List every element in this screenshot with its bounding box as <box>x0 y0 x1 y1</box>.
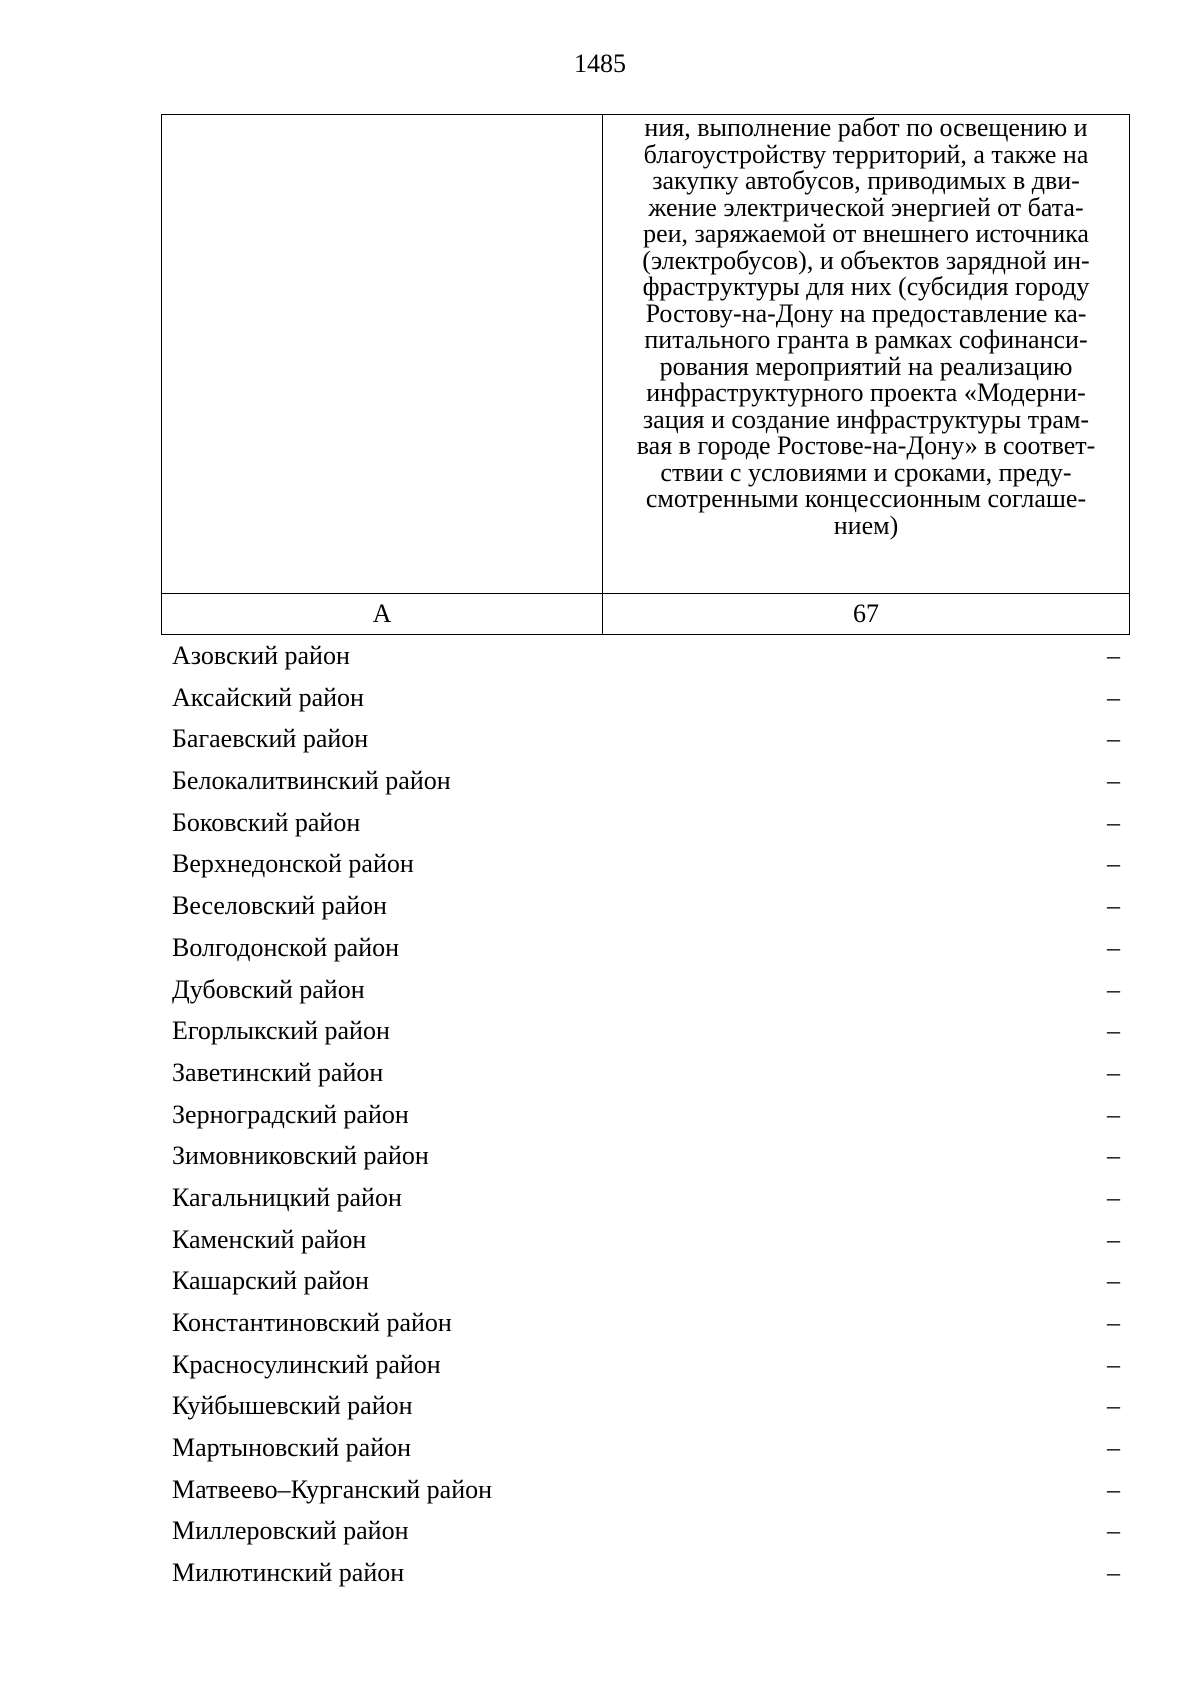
column-code-left: А <box>162 594 603 635</box>
district-name: Азовский район <box>172 641 350 670</box>
district-name: Заветинский район <box>172 1057 384 1087</box>
district-name: Зерноградский район <box>172 1099 409 1129</box>
list-item <box>172 1470 1120 1512</box>
district-name: Веселовский район <box>172 891 387 921</box>
district-name: Багаевский район <box>172 724 369 754</box>
description-line: питального гранта в рамках софинанси- <box>644 325 1088 354</box>
list-item <box>172 1261 1120 1303</box>
list-item <box>172 1428 1120 1470</box>
district-name: Зимовниковский район <box>172 1141 429 1171</box>
description-line: реи, заряжаемой от внешнего источника <box>643 219 1089 248</box>
description-line: вая в городе Ростове-на-Дону» в соответ- <box>636 431 1096 460</box>
district-value: – <box>1107 891 1120 921</box>
list-item <box>172 1178 1120 1220</box>
list-item <box>172 1095 1120 1137</box>
district-name: Белокалитвинский район <box>172 766 451 796</box>
district-value: – <box>1107 849 1120 879</box>
district-value: – <box>1107 641 1120 670</box>
description-line: зация и создание инфраструктуры трам- <box>642 404 1090 434</box>
table-cell-empty <box>162 115 603 594</box>
description-line: смотренными концессионным соглаше- <box>645 484 1087 513</box>
description-line: жение электрической энергией от бата- <box>648 192 1084 222</box>
district-name: Миллеровский район <box>172 1516 409 1546</box>
description-line: рования мероприятий на реализацию <box>659 351 1073 381</box>
district-name: Дубовский район <box>172 974 365 1004</box>
district-value: – <box>1107 1558 1120 1588</box>
description-line: (электробусов), и объектов зарядной ин- <box>642 245 1090 275</box>
district-value: – <box>1107 1433 1120 1463</box>
description-line: закупку автобусов, приводимых в дви- <box>652 166 1080 195</box>
list-item <box>172 1053 1120 1095</box>
description-line: инфраструктурного проекта «Модерни- <box>646 378 1086 407</box>
list-item <box>172 761 1120 803</box>
column-code-right: 67 <box>603 594 1130 635</box>
district-value: – <box>1107 1224 1120 1254</box>
district-value: – <box>1107 1308 1120 1337</box>
district-value: – <box>1107 932 1120 962</box>
district-name: Кагальницкий район <box>172 1182 402 1212</box>
district-name: Куйбышевский район <box>172 1391 413 1421</box>
district-value: – <box>1107 1141 1120 1171</box>
description-line: Ростову-на-Дону на предоставление ка- <box>645 298 1087 328</box>
list-item <box>172 636 1120 678</box>
description-line: ствии с условиями и сроками, преду- <box>660 457 1072 487</box>
list-item <box>172 1345 1120 1387</box>
list-item <box>172 1553 1120 1595</box>
district-value: – <box>1107 1099 1120 1129</box>
district-name: Верхнедонской район <box>172 849 414 879</box>
description-cell <box>603 115 1130 594</box>
district-name: Мартыновский район <box>172 1433 412 1463</box>
description-line: фраструктуры для них (субсидия городу <box>642 272 1090 301</box>
district-name: Красносулинский район <box>172 1349 441 1379</box>
description-line: ния, выполнение работ по освещению и <box>644 113 1088 142</box>
list-item <box>172 678 1120 720</box>
list-item <box>172 719 1120 761</box>
description-line: нием) <box>833 510 899 540</box>
list-item <box>172 1011 1120 1053</box>
description-text <box>603 115 1129 539</box>
district-value: – <box>1107 682 1120 712</box>
table-row-codes <box>162 594 1130 635</box>
district-value: – <box>1107 1516 1120 1546</box>
district-value: – <box>1107 807 1120 837</box>
description-line: благоустройству территорий, а также на <box>643 139 1089 169</box>
district-value: – <box>1107 1016 1120 1046</box>
list-item <box>172 844 1120 886</box>
district-name: Боковский район <box>172 807 361 837</box>
district-value: – <box>1107 1266 1120 1296</box>
district-name: Егорлыкский район <box>172 1016 390 1046</box>
district-value: – <box>1107 1474 1120 1504</box>
district-name: Матвеево–Курганский район <box>172 1474 493 1504</box>
district-value: – <box>1107 1057 1120 1087</box>
list-item <box>172 886 1120 928</box>
district-value: – <box>1107 724 1120 754</box>
district-name: Аксайский район <box>172 682 364 712</box>
list-item <box>172 803 1120 845</box>
list-item <box>172 1386 1120 1428</box>
table-row <box>162 115 1130 594</box>
list-item <box>172 1511 1120 1553</box>
district-value: – <box>1107 1391 1120 1421</box>
district-name: Волгодонской район <box>172 932 400 962</box>
list-item <box>172 1303 1120 1345</box>
list-item <box>172 1136 1120 1178</box>
district-name: Константиновский район <box>172 1308 452 1337</box>
district-name: Милютинский район <box>172 1558 405 1588</box>
district-list <box>172 636 1120 1595</box>
header-table <box>161 114 1130 635</box>
list-item <box>172 970 1120 1012</box>
district-name: Кашарский район <box>172 1266 369 1296</box>
district-value: – <box>1107 1349 1120 1379</box>
list-item <box>172 1220 1120 1262</box>
district-value: – <box>1107 1182 1120 1212</box>
district-name: Каменский район <box>172 1224 367 1254</box>
list-item <box>172 928 1120 970</box>
page-number: 1485 <box>574 49 626 78</box>
district-value: – <box>1107 766 1120 796</box>
district-value: – <box>1107 974 1120 1004</box>
